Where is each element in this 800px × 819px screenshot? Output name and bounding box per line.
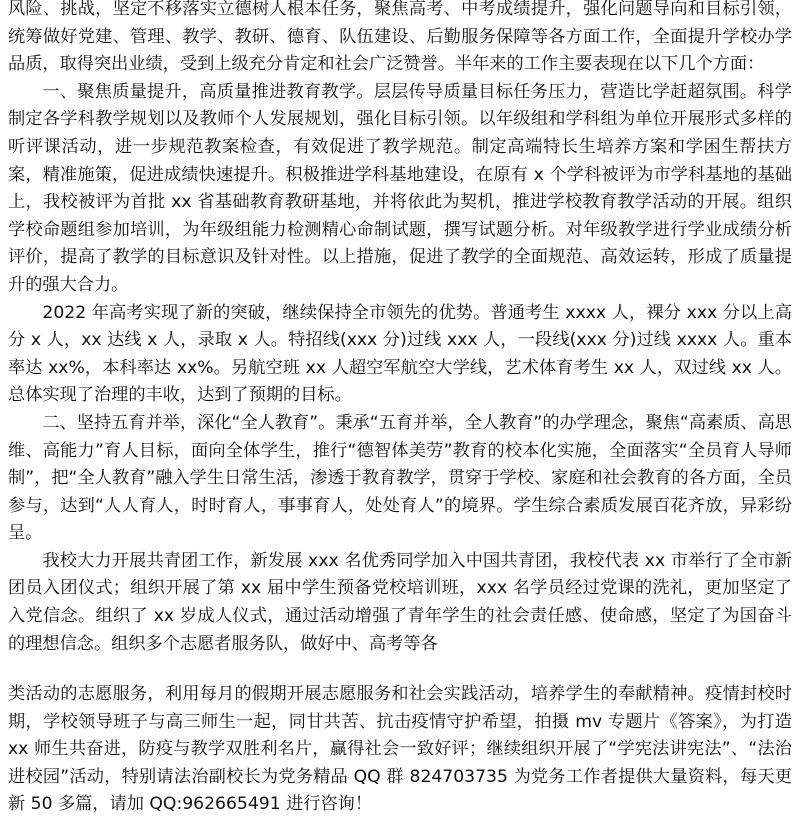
- youth-league-paragraph: 我校大力开展共青团工作，新发展 xxx 名优秀同学加入中国共青团，我校代表 xx 市举行了全市新团员入团仪式；组织开展了第 xx 届中学生预备党校培训班，xxx 名学员经过党课的洗礼，更加坚定了入党信念。组织了 xx 岁成人仪式，通过活动增强了青年学生的社会责任感、使命感，坚定了为国奋斗的理想信念。组织多个志愿者服务队，做好中、高考等各: [8, 550, 792, 654]
- document-page-bottom: [8, 681, 792, 819]
- page-break-gap: [0, 655, 800, 677]
- continued-paragraph: 类活动的志愿服务，利用每月的假期开展志愿服务和社会实践活动，培养学生的奉献精神。疫情封校时期，学校领导班子与高三师生一起，同甘共苦、抗击疫情守护希望，拍摄 mv 专题片《答案》，为打造 xx 师生共奋进，防疫与教学双胜利名片，赢得社会一致好评；继续组织开展了“学宪法讲宪法”、“法治进校园”活动，特别请法治副校长为党务精品 QQ 群 824703735 为党务工作者提供大量资料，每天更新 50 多篇，请加 QQ:962665491 进行咨询！: [8, 684, 792, 815]
- intro-paragraph: 风险、挑战，坚定不移落实立德树人根本任务，聚焦高考、中考成绩提升，强化问题导向和目标引领，统筹做好党建、管理、教学、教研、德育、队伍建设、后勤服务保障等各方面工作，全面提升学校办学品质，取得突出业绩，受到上级充分肯定和社会广泛赞誉。半年来的工作主要表现在以下几个方面：: [8, 0, 792, 75]
- section-two-paragraph: 二、坚持五育并举，深化“全人教育”。秉承“五育并举，全人教育”的办学理念，聚焦“高素质、高思维、高能力”育人目标，面向全体学生，推行“德智体美劳”教育的校本化实施，全面落实“全员育人导师制”，把“全人教育”融入学生日常生活，渗透于教育教学，贯穿于学校、家庭和社会教育的各方面，全员参与，达到“人人育人，时时育人，事事育人，处处育人”的境界。学生综合素质发展百花齐放，异彩纷呈。: [8, 412, 792, 544]
- exam-results-paragraph: 2022 年高考实现了新的突破，继续保持全市领先的优势。普通考生 xxxx 人，裸分 xxx 分以上高分 x 人，xx 达线 x 人，录取 x 人。特招线(xxx 分)过线 xxx 人，一段线(xxx 分)过线 xxxx 人。重本率达 xx%，本科率达 xx%。另航空班 xx 人超空军航空大学线，艺术体育考生 xx 人，双过线 xx 人。总体实现了治理的丰收，达到了预期的目标。: [8, 302, 792, 406]
- document-page-top: [8, 0, 792, 658]
- section-one-paragraph: 一、聚焦质量提升，高质量推进教育教学。层层传导质量目标任务压力，营造比学赶超氛围。科学制定各学科教学规划以及教师个人发展规划，强化目标引领。以年级组和学科组为单位开展形式多样的听评课活动，进一步规范教案检查，有效促进了教学规范。制定高端特长生培养方案和学困生帮扶方案，精准施策，促进成绩快速提升。积极推进学科基地建设，在原有 x 个学科被评为市学科基地的基础上，我校被评为首批 xx 省基础教育教研基地，并将依此为契机，推进学校教育教学活动的开展。组织学校命题组参加培训，为年级组能力检测精心命制试题，撰写试题分析。对年级教学进行学业成绩分析评价，提高了教学的目标意识及针对性。以上措施，促进了教学的全面规范、高效运转，形成了质量提升的强大合力。: [8, 81, 792, 295]
